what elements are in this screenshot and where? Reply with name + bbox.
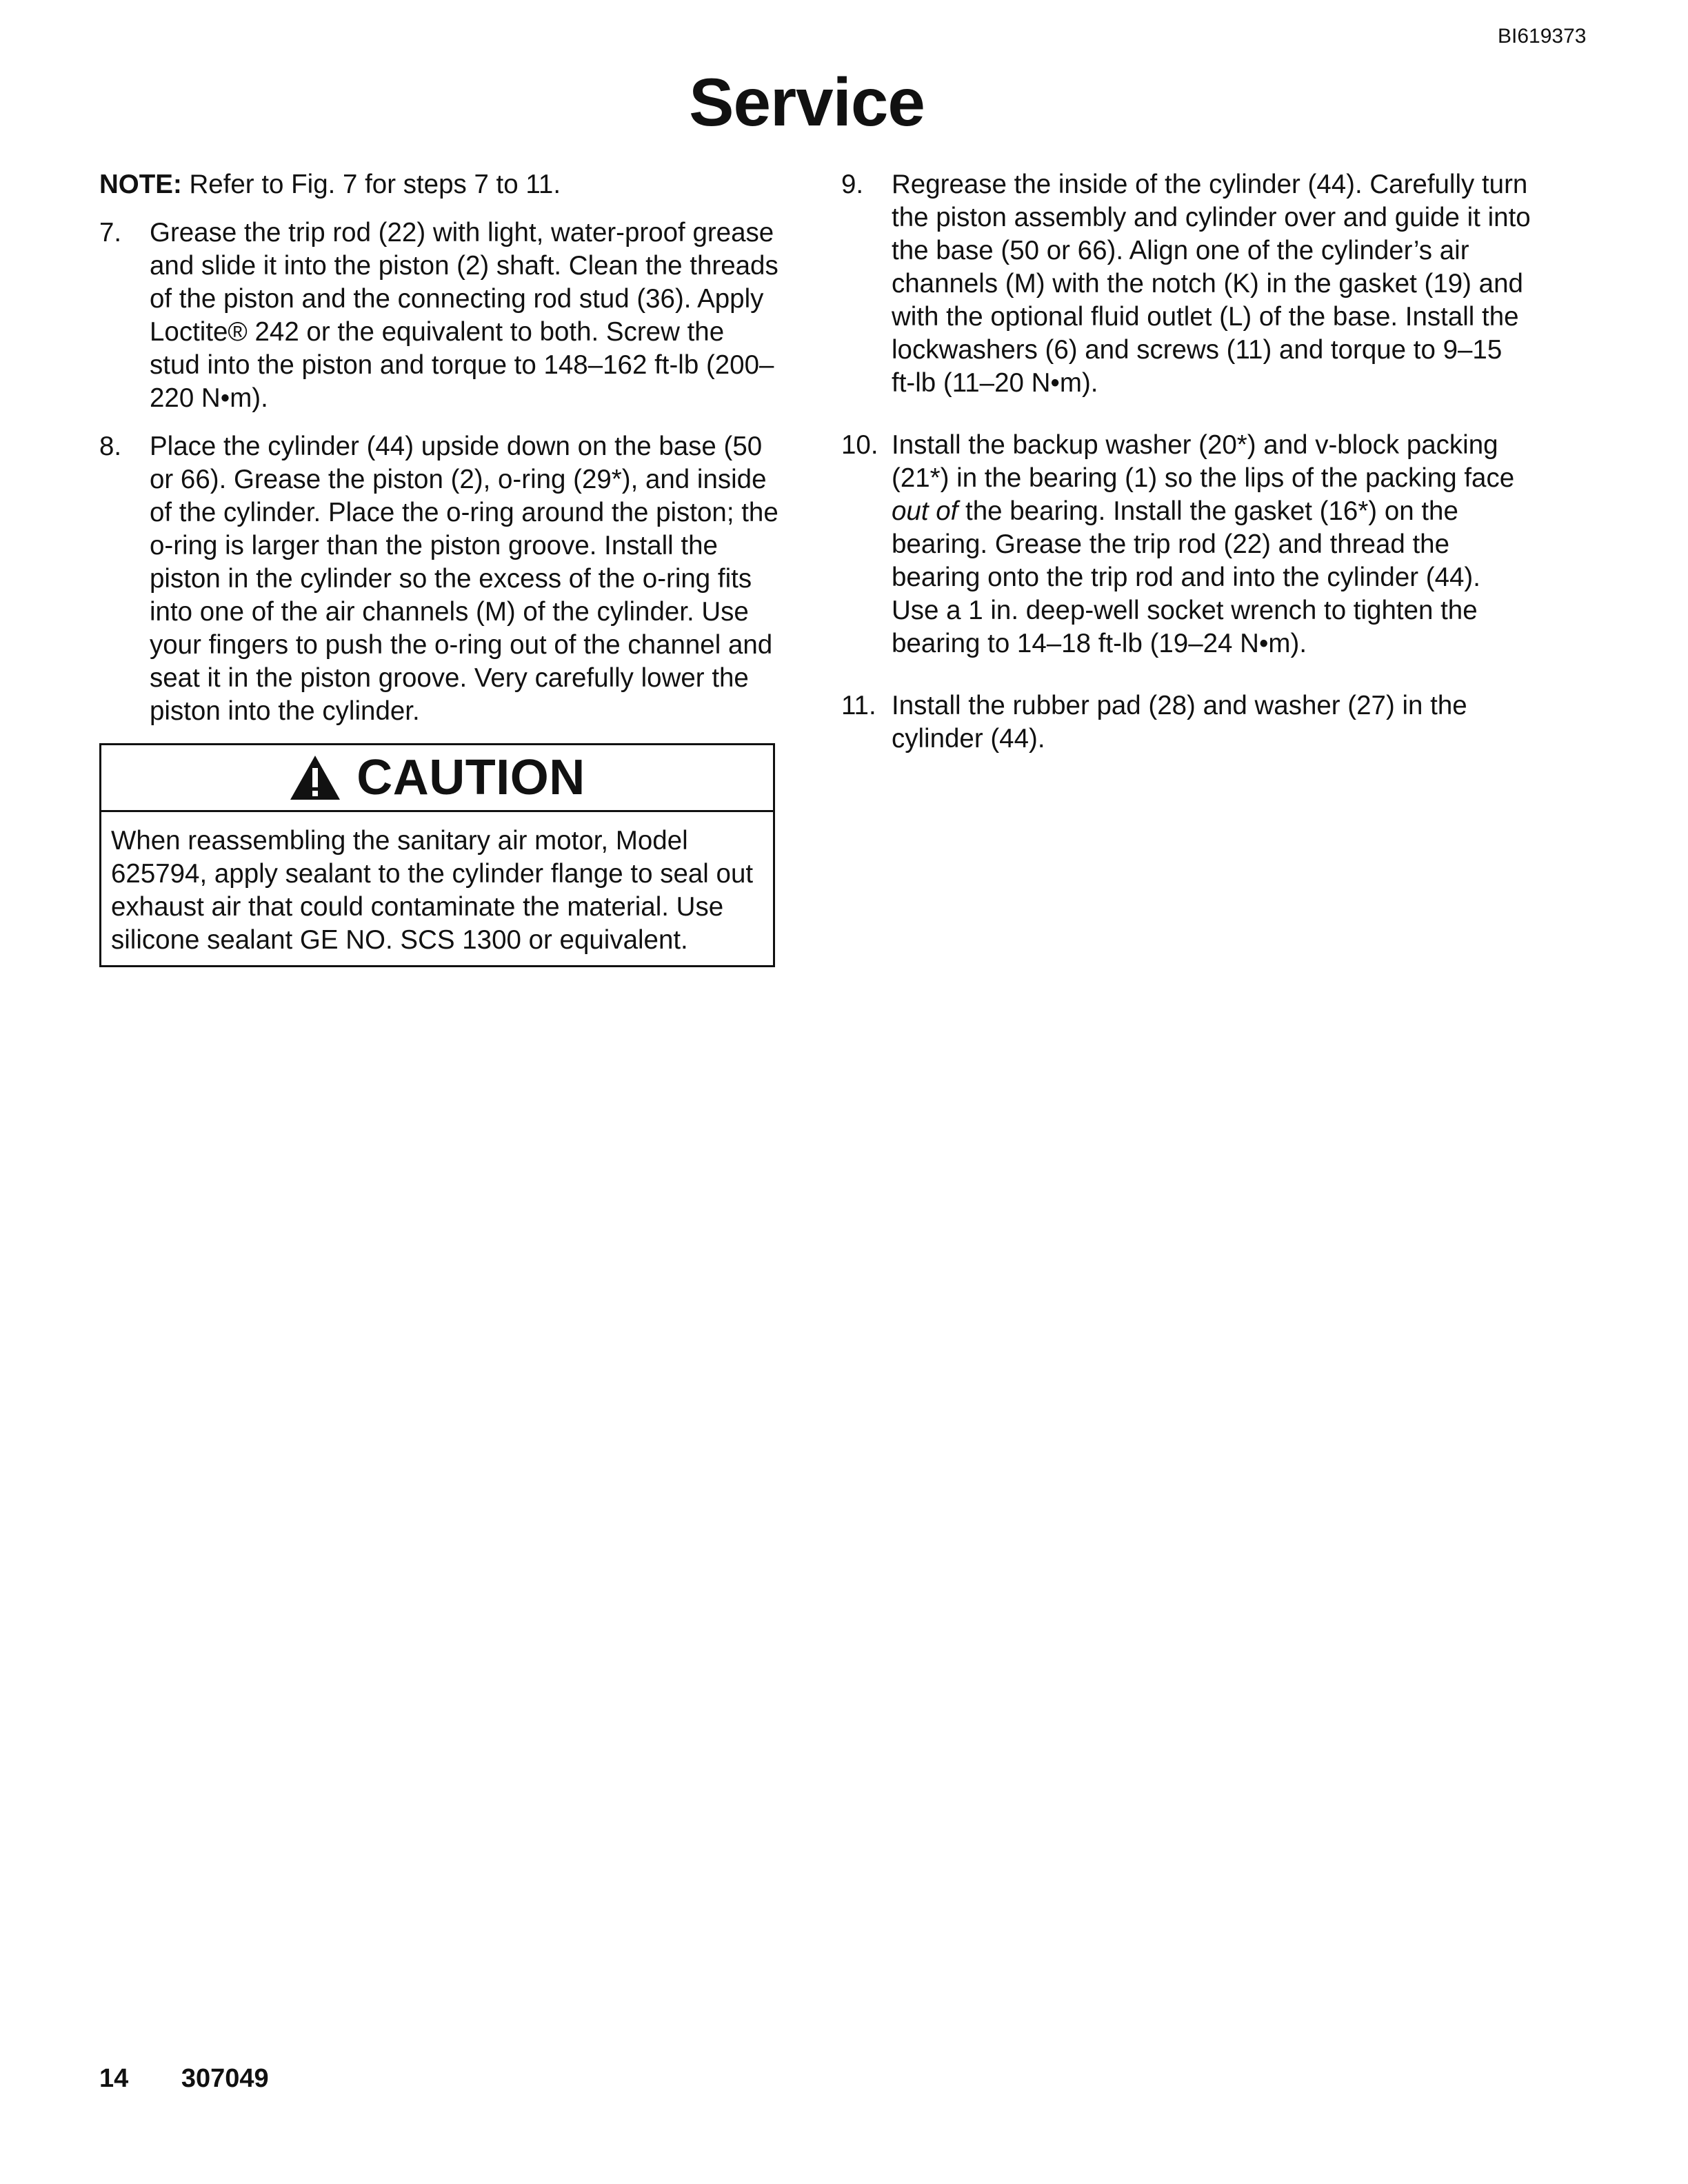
step-text-part: Install the backup washer (20*) and v-block packing (21*) in the bearing (1) so the lips of the packing face	[892, 430, 1515, 493]
step-text: Grease the trip rod (22) with light, water-proof grease and slide it into the piston (2) shaft. Clean the threads of the piston and the connecting rod stud (36). Apply Loctite® 242 or the equivalent to both. Screw the stud into the piston and torque to 148–162 ft-lb (200–220 N•m).	[150, 218, 778, 413]
step-text: Place the cylinder (44) upside down on the base (50 or 66). Grease the piston (2), o-ring (29*), and inside of the cylinder. Place the o-ring around the piston; the o-ring is larger than the piston groove. Install the piston in the cylinder so the excess of the o-ring fits into one of the air channels (M) of the cylinder. Use your fingers to push the o-ring out of the channel and seat it in the piston groove. Very carefully lower the piston into the cylinder.	[150, 432, 778, 726]
step-text-emphasis: out of	[892, 496, 958, 526]
document-number: 307049	[181, 2064, 269, 2093]
left-column	[99, 168, 778, 967]
step-number: 7.	[99, 218, 122, 247]
step-text: Regrease the inside of the cylinder (44). Carefully turn the piston assembly and cylinder over and guide it into the base (50 or 66). Align one of the cylinder’s air channels (M) with the notch (K) in the gasket (19) and with the optional fluid outlet (L) of the base. Install the lockwashers (6) and screws (11) and torque to 9–15 ft-lb (11–20 N•m).	[892, 170, 1531, 398]
step-7	[99, 216, 778, 415]
step-10	[841, 429, 1531, 660]
note	[99, 168, 778, 201]
step-number: 11.	[841, 691, 876, 720]
warning-triangle-icon	[289, 754, 341, 801]
page-number: 14	[99, 2064, 129, 2093]
step-number: 10.	[841, 430, 878, 460]
step-9	[841, 168, 1531, 400]
step-text	[892, 429, 1531, 660]
caution-body: When reassembling the sanitary air motor, Model 625794, apply sealant to the cylinder flange to seal out exhaust air that could contaminate the material. Use silicone sealant GE NO. SCS 1300 or equivalent.	[111, 826, 754, 955]
caution-box	[99, 743, 775, 967]
page-title: Service	[689, 64, 925, 140]
step-8	[99, 430, 778, 728]
step-11	[841, 689, 1531, 756]
step-text: Install the rubber pad (28) and washer (27) in the cylinder (44).	[892, 691, 1467, 754]
step-text-part: the bearing. Install the gasket (16*) on the bearing. Grease the trip rod (22) and thread the bearing onto the trip rod and into the cylinder (44). Use a 1 in. deep-well socket wrench to tighten the bearing to 14–18 ft-lb (19–24 N•m).	[892, 496, 1480, 658]
note-text: Refer to Fig. 7 for steps 7 to 11.	[181, 170, 561, 199]
document-id: BI619373	[1498, 25, 1587, 48]
right-column	[841, 168, 1531, 785]
step-number: 9.	[841, 170, 864, 199]
note-label: NOTE:	[99, 170, 182, 199]
step-number: 8.	[99, 432, 122, 461]
caution-title: CAUTION	[356, 750, 585, 805]
caution-header	[101, 745, 773, 812]
page-footer	[99, 2064, 269, 2094]
